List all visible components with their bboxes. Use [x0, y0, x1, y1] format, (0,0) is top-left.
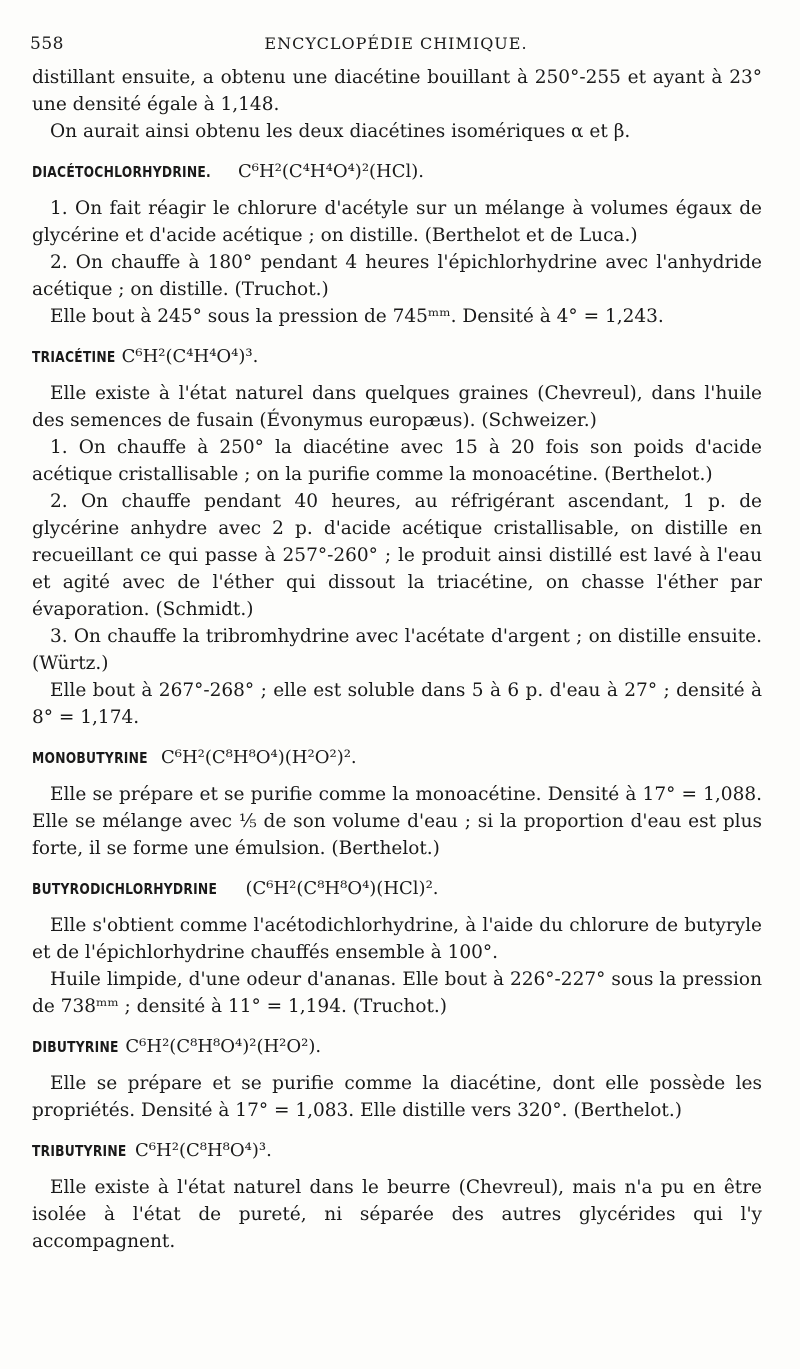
compound-formula: C⁶H²(C⁸H⁸O⁴)(H²O²)².	[160, 747, 357, 768]
paragraph: Huile limpide, d'une odeur d'ananas. Elle bout à 226°-227° sous la pression de 738ᵐᵐ ; densité à 11° = 1,194. (Truchot.)	[32, 969, 762, 1017]
compound-name: DIACÉTOCHLORHYDRINE.	[32, 163, 211, 181]
paragraph: Elle existe à l'état naturel dans le beurre (Chevreul), mais n'a pu en être isolée à l'état de pureté, ni séparée des autres glycérides qui l'y accompagnent.	[32, 1177, 762, 1252]
compound-name: TRIACÉTINE	[32, 348, 116, 366]
page-body	[32, 64, 762, 1255]
paragraph: 2. On chauffe pendant 40 heures, au réfrigérant ascendant, 1 p. de glycérine anhydre avec 2 p. d'acide acétique cristallisable, on distille en recueillant ce qui passe à 257°-260° ; le produit ainsi distillé est lavé à l'eau et agité avec de l'éther qui dissout la triacétine, on chasse l'éther par évaporation. (Schmidt.)	[32, 491, 762, 620]
compound-name: BUTYRODICHLORHYDRINE	[32, 880, 218, 898]
paragraph: Elle bout à 245° sous la pression de 745ᵐᵐ. Densité à 4° = 1,243.	[50, 306, 664, 327]
compound-name: DIBUTYRINE	[32, 1038, 119, 1056]
paragraph: Elle existe à l'état naturel dans quelques graines (Chevreul), dans l'huile des semences de fusain (Évonymus europæus). (Schweizer.)	[32, 383, 762, 431]
page-header	[30, 34, 762, 58]
compound-formula: C⁶H²(C⁸H⁸O⁴)²(H²O²).	[125, 1036, 322, 1057]
compound-formula: C⁶H²(C⁴H⁴O⁴)²(HCl).	[238, 161, 425, 182]
paragraph: Elle se prépare et se purifie comme la diacétine, dont elle possède les propriétés. Densité à 17° = 1,083. Elle distille vers 320°. (Berthelot.)	[32, 1073, 762, 1121]
paragraph: 1. On chauffe à 250° la diacétine avec 15 à 20 fois son poids d'acide acétique cristallisable ; on la purifie comme la monoacétine. (Berthelot.)	[32, 437, 762, 485]
section-heading-triacetine	[32, 344, 762, 370]
section-heading-tributyrine	[32, 1138, 762, 1164]
paragraph: On aurait ainsi obtenu les deux diacétines isomériques α et β.	[50, 121, 631, 142]
compound-name: MONOBUTYRINE	[32, 749, 148, 767]
paragraph: Elle se prépare et se purifie comme la monoacétine. Densité à 17° = 1,088. Elle se mélange avec ⅕ de son volume d'eau ; si la proportion d'eau est plus forte, il se forme une émulsion. (Berthelot.)	[32, 784, 762, 859]
compound-formula: C⁶H²(C⁸H⁸O⁴)³.	[135, 1140, 272, 1161]
compound-formula: C⁶H²(C⁴H⁴O⁴)³.	[121, 346, 259, 367]
paragraph: 1. On fait réagir le chlorure d'acétyle sur un mélange à volumes égaux de glycérine et d'acide acétique ; on distille. (Berthelot et de Luca.)	[32, 198, 762, 246]
paragraph: 3. On chauffe la tribromhydrine avec l'acétate d'argent ; on distille ensuite. (Würtz.)	[32, 626, 762, 674]
paragraph: distillant ensuite, a obtenu une diacétine bouillant à 250°-255 et ayant à 23° une densité égale à 1,148.	[32, 67, 762, 115]
page-number: 558	[30, 34, 64, 54]
compound-name: TRIBUTYRINE	[32, 1142, 127, 1160]
section-heading-dibutyrine	[32, 1034, 762, 1060]
section-heading-diacetochlorhydrine	[32, 159, 762, 185]
compound-formula: (C⁶H²(C⁸H⁸O⁴)(HCl)².	[245, 878, 439, 899]
running-title: ENCYCLOPÉDIE CHIMIQUE.	[264, 34, 528, 53]
section-heading-butyrodichlorhydrine	[32, 876, 762, 902]
paragraph: Elle s'obtient comme l'acétodichlorhydrine, à l'aide du chlorure de butyryle et de l'épichlorhydrine chauffés ensemble à 100°.	[32, 915, 762, 963]
paragraph: 2. On chauffe à 180° pendant 4 heures l'épichlorhydrine avec l'anhydride acétique ; on distille. (Truchot.)	[32, 252, 762, 300]
section-heading-monobutyrine	[32, 745, 762, 771]
paragraph: Elle bout à 267°-268° ; elle est soluble dans 5 à 6 p. d'eau à 27° ; densité à 8° = 1,174.	[32, 680, 762, 728]
